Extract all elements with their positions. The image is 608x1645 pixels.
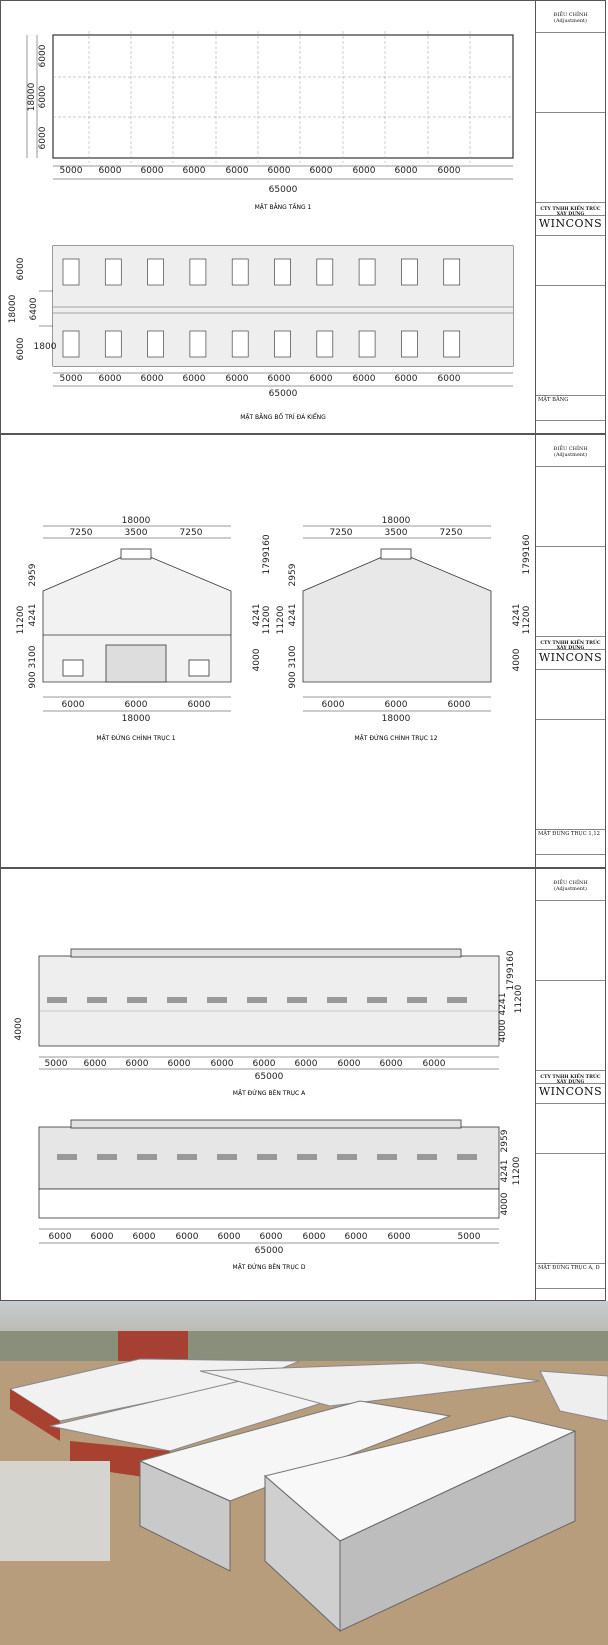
stone-patch bbox=[444, 259, 460, 285]
window-band bbox=[247, 997, 267, 1003]
plan2-dim-7: 6000 bbox=[309, 374, 333, 384]
plan2-dim-6: 6000 bbox=[267, 374, 291, 384]
tb3-notes bbox=[536, 901, 605, 981]
tb2-company: CTY TNHH KIẾN TRÚC XÂY DỰNG bbox=[536, 640, 605, 650]
plan1-left-3: 6000 bbox=[38, 126, 48, 150]
horizon-field bbox=[0, 1331, 608, 1361]
plan1-dims bbox=[27, 44, 461, 195]
window-band bbox=[377, 1154, 397, 1160]
elevD-right-2: 4241 bbox=[500, 1159, 510, 1183]
plan1-dim-1: 5000 bbox=[59, 166, 83, 176]
stone-patch bbox=[190, 259, 206, 285]
elevA-dim-5: 6000 bbox=[210, 1059, 234, 1069]
elevD-dim-8: 6000 bbox=[344, 1232, 368, 1242]
plan2-left-1: 6000 bbox=[16, 257, 26, 281]
elev1-left-1: 2959 bbox=[28, 563, 38, 587]
elev2-bot-3: 6000 bbox=[447, 700, 471, 710]
tb3-brand-logo: WINCONS bbox=[536, 1084, 605, 1104]
plan2-left-total: 18000 bbox=[8, 294, 18, 324]
drawing-area bbox=[1, 869, 536, 1300]
elev1-left-2: 4241 bbox=[28, 603, 38, 627]
elev1-right-4: 4000 bbox=[252, 648, 262, 672]
tb3-signatures bbox=[536, 1154, 605, 1264]
plan2-dim-9: 6000 bbox=[394, 374, 418, 384]
title-block-2 bbox=[535, 435, 605, 867]
elevA-dim-1: 5000 bbox=[44, 1059, 68, 1069]
elevA-dim-4: 6000 bbox=[167, 1059, 191, 1069]
elev2-right-3: 4241 bbox=[512, 603, 522, 627]
elevD-dim-6: 6000 bbox=[259, 1232, 283, 1242]
window-band bbox=[407, 997, 427, 1003]
elev2-left-3: 3100 bbox=[288, 645, 298, 669]
window-band bbox=[327, 997, 347, 1003]
elevA-dim-2: 6000 bbox=[83, 1059, 107, 1069]
plan2-label: MẶT BẰNG BỐ TRÍ ĐÁ KIỂNG bbox=[240, 414, 326, 421]
elev2-label: MẶT ĐỨNG CHÍNH TRỤC 12 bbox=[354, 735, 438, 742]
elev1-right-total: 11200 bbox=[262, 605, 272, 635]
elevD-total: 65000 bbox=[254, 1246, 284, 1256]
elev1-left-3: 3100 bbox=[28, 645, 38, 669]
tb1-brand-logo: WINCONS bbox=[536, 216, 605, 236]
elevD-right-3: 4000 bbox=[500, 1192, 510, 1216]
elevD-right-total: 11200 bbox=[512, 1156, 522, 1186]
tb2-address bbox=[536, 670, 605, 720]
stone-patch bbox=[190, 331, 206, 357]
elev1-right-1: 1799 bbox=[262, 551, 272, 575]
elev1-right-3: 4241 bbox=[252, 603, 262, 627]
stone-patch bbox=[148, 259, 164, 285]
stone-patch bbox=[359, 331, 375, 357]
window-band bbox=[447, 997, 467, 1003]
plan1-dim-10: 6000 bbox=[437, 166, 461, 176]
window-band bbox=[417, 1154, 437, 1160]
elevD-dim-10: 5000 bbox=[457, 1232, 481, 1242]
elev2-top-1: 7250 bbox=[329, 528, 353, 538]
elevA-left: 4000 bbox=[14, 1017, 24, 1041]
plan2-dim-5: 6000 bbox=[225, 374, 249, 384]
stone-patch bbox=[232, 259, 248, 285]
elevA-right-3: 4241 bbox=[498, 992, 508, 1016]
tb3-approval bbox=[536, 981, 605, 1071]
elev2-right-4: 4000 bbox=[512, 648, 522, 672]
elevation-axis-1 bbox=[43, 526, 231, 711]
elevD-dim-9: 6000 bbox=[387, 1232, 411, 1242]
elev1-top-1: 7250 bbox=[69, 528, 93, 538]
elev2-left-1: 2959 bbox=[288, 563, 298, 587]
plan2-left-3: 6400 bbox=[29, 297, 39, 321]
tb1-drawing-title: MẶT BẰNG bbox=[536, 396, 605, 421]
window-band bbox=[457, 1154, 477, 1160]
tb2-brand-logo: WINCONS bbox=[536, 650, 605, 670]
tb2-approval bbox=[536, 547, 605, 637]
window-band bbox=[57, 1154, 77, 1160]
tb2-signatures bbox=[536, 720, 605, 830]
plan1-dim-4: 6000 bbox=[182, 166, 206, 176]
stone-patch bbox=[401, 331, 417, 357]
stone-patch bbox=[317, 259, 333, 285]
window-band bbox=[287, 997, 307, 1003]
elevation-axis-d bbox=[39, 1120, 499, 1243]
plan1-dim-5: 6000 bbox=[225, 166, 249, 176]
plan1-dim-3: 6000 bbox=[140, 166, 164, 176]
window-band bbox=[87, 997, 107, 1003]
elev1-label: MẶT ĐỨNG CHÍNH TRỤC 1 bbox=[96, 735, 176, 742]
tb3-header: ĐIỀU CHỈNH (Adjustment) bbox=[536, 879, 605, 901]
tb1-signatures bbox=[536, 286, 605, 396]
photo-illustration bbox=[0, 1301, 608, 1645]
elev2-bot-2: 6000 bbox=[384, 700, 408, 710]
elev2-bot-1: 6000 bbox=[321, 700, 345, 710]
stone-patch bbox=[401, 259, 417, 285]
elevA-label: MẶT ĐỨNG BÊN TRỤC A bbox=[232, 1090, 306, 1097]
aerial-construction-photo bbox=[0, 1301, 608, 1645]
tb3-drawing-title: MẶT ĐỨNG TRỤC A, D bbox=[536, 1264, 605, 1289]
elevation-axis-12 bbox=[303, 526, 491, 711]
stone-patch bbox=[105, 259, 121, 285]
tb1-notes bbox=[536, 33, 605, 113]
window-band bbox=[127, 997, 147, 1003]
elevA-total: 65000 bbox=[254, 1072, 284, 1082]
elev2-right-2: 160 bbox=[522, 534, 532, 552]
window-band bbox=[297, 1154, 317, 1160]
drawing-sheet-3 bbox=[0, 868, 606, 1301]
elev2-right-1: 1799 bbox=[522, 551, 532, 575]
elevA-dim-9: 6000 bbox=[379, 1059, 403, 1069]
plan1-dim-2: 6000 bbox=[98, 166, 122, 176]
front-elevations-svg bbox=[1, 435, 536, 869]
elevD-right-1: 2959 bbox=[500, 1129, 510, 1153]
elev1-bot-total: 18000 bbox=[121, 714, 151, 724]
plan1-dim-8: 6000 bbox=[352, 166, 376, 176]
window-band bbox=[257, 1154, 277, 1160]
elev1-bot-2: 6000 bbox=[124, 700, 148, 710]
elevA-dim-7: 6000 bbox=[294, 1059, 318, 1069]
drawing-area bbox=[1, 1, 536, 433]
window-band bbox=[97, 1154, 117, 1160]
elevA-dim-6: 6000 bbox=[252, 1059, 276, 1069]
window-band bbox=[337, 1154, 357, 1160]
stone-patch bbox=[63, 331, 79, 357]
elev1-left-total: 11200 bbox=[16, 605, 26, 635]
elev1-top-total: 18000 bbox=[121, 516, 151, 526]
elev2-left-total: 11200 bbox=[276, 605, 286, 635]
elevD-dim-1: 6000 bbox=[48, 1232, 72, 1242]
elevD-dim-4: 6000 bbox=[175, 1232, 199, 1242]
elevD-label: MẶT ĐỨNG BÊN TRỤC D bbox=[232, 1264, 306, 1271]
elev2-top-3: 7250 bbox=[439, 528, 463, 538]
drawing-sheet-1 bbox=[0, 0, 606, 434]
elev1-right-2: 160 bbox=[262, 534, 272, 552]
elevation-axis-a bbox=[39, 949, 499, 1069]
stone-patch bbox=[359, 259, 375, 285]
plan2-total: 65000 bbox=[268, 389, 298, 399]
elev2-top-2: 3500 bbox=[384, 528, 408, 538]
tb2-notes bbox=[536, 467, 605, 547]
window-band bbox=[367, 997, 387, 1003]
title-block-3 bbox=[535, 869, 605, 1300]
elevA-right-4: 4000 bbox=[498, 1019, 508, 1043]
stone-patch bbox=[317, 331, 333, 357]
material-yard bbox=[0, 1461, 110, 1561]
tb1-company: CTY TNHH KIẾN TRÚC XÂY DỰNG bbox=[536, 206, 605, 216]
tb3-address bbox=[536, 1104, 605, 1154]
elev2-top-total: 18000 bbox=[381, 516, 411, 526]
plan2-dim-2: 6000 bbox=[98, 374, 122, 384]
plan2-left-4: 1800 bbox=[33, 342, 57, 352]
elevA-dim-10: 6000 bbox=[422, 1059, 446, 1069]
tb2-header: ĐIỀU CHỈNH (Adjustment) bbox=[536, 445, 605, 467]
elev1-bot-3: 6000 bbox=[187, 700, 211, 710]
elevD-dim-2: 6000 bbox=[90, 1232, 114, 1242]
stone-patch bbox=[148, 331, 164, 357]
tb1-address bbox=[536, 236, 605, 286]
plan2-left-2: 6000 bbox=[16, 337, 26, 361]
plan2-dim-8: 6000 bbox=[352, 374, 376, 384]
elevA-right-2: 160 bbox=[506, 950, 516, 968]
plan1-left-total: 18000 bbox=[27, 82, 37, 112]
elev1-bot-1: 6000 bbox=[61, 700, 85, 710]
elev2-left-2: 4241 bbox=[288, 603, 298, 627]
tb1-header: ĐIỀU CHỈNH (Adjustment) bbox=[536, 11, 605, 33]
plan1-left-1: 6000 bbox=[38, 44, 48, 68]
plan2-dim-10: 6000 bbox=[437, 374, 461, 384]
plan1-dim-7: 6000 bbox=[309, 166, 333, 176]
side-elevations-svg bbox=[1, 869, 536, 1302]
window-band bbox=[217, 1154, 237, 1160]
elev1-top-2: 3500 bbox=[124, 528, 148, 538]
plan1-label: MẶT BẰNG TẦNG 1 bbox=[254, 204, 312, 211]
drawing-sheet-2 bbox=[0, 434, 606, 868]
plan-floor-1 bbox=[27, 31, 513, 179]
stone-patch bbox=[105, 331, 121, 357]
window-band bbox=[47, 997, 67, 1003]
elevA-dim-3: 6000 bbox=[125, 1059, 149, 1069]
elevD-dim-7: 6000 bbox=[302, 1232, 326, 1242]
plan1-dim-9: 6000 bbox=[394, 166, 418, 176]
elev2-right-total: 11200 bbox=[522, 605, 532, 635]
background-building bbox=[118, 1331, 188, 1361]
elevD-dim-3: 6000 bbox=[132, 1232, 156, 1242]
stone-patch bbox=[275, 259, 291, 285]
tb2-drawing-title: MẶT ĐỨNG TRỤC 1,12 bbox=[536, 830, 605, 855]
plan1-total: 65000 bbox=[268, 185, 298, 195]
plan2-dim-1: 5000 bbox=[59, 374, 83, 384]
elevD-dim-5: 6000 bbox=[217, 1232, 241, 1242]
window-band bbox=[167, 997, 187, 1003]
plan2-dim-4: 6000 bbox=[182, 374, 206, 384]
plan1-left-2: 6000 bbox=[38, 85, 48, 109]
elev1-left-4: 900 bbox=[28, 671, 38, 689]
elev1-top-3: 7250 bbox=[179, 528, 203, 538]
tb1-approval bbox=[536, 113, 605, 203]
stone-patch bbox=[232, 331, 248, 357]
elev2-bot-total: 18000 bbox=[381, 714, 411, 724]
elevA-dim-8: 6000 bbox=[337, 1059, 361, 1069]
title-block-1 bbox=[535, 1, 605, 433]
plan2-dim-3: 6000 bbox=[140, 374, 164, 384]
elevA-right-total: 11200 bbox=[514, 984, 524, 1014]
elev2-left-4: 900 bbox=[288, 671, 298, 689]
drawing-area bbox=[1, 435, 536, 867]
window-band bbox=[137, 1154, 157, 1160]
stone-patch bbox=[444, 331, 460, 357]
plan1-dim-6: 6000 bbox=[267, 166, 291, 176]
floor-plans-svg bbox=[1, 1, 536, 435]
stone-patch bbox=[275, 331, 291, 357]
tb3-company: CTY TNHH KIẾN TRÚC XÂY DỰNG bbox=[536, 1074, 605, 1084]
window-band bbox=[207, 997, 227, 1003]
stone-patch bbox=[63, 259, 79, 285]
elevA-right-1: 1799 bbox=[506, 967, 516, 991]
window-band bbox=[177, 1154, 197, 1160]
